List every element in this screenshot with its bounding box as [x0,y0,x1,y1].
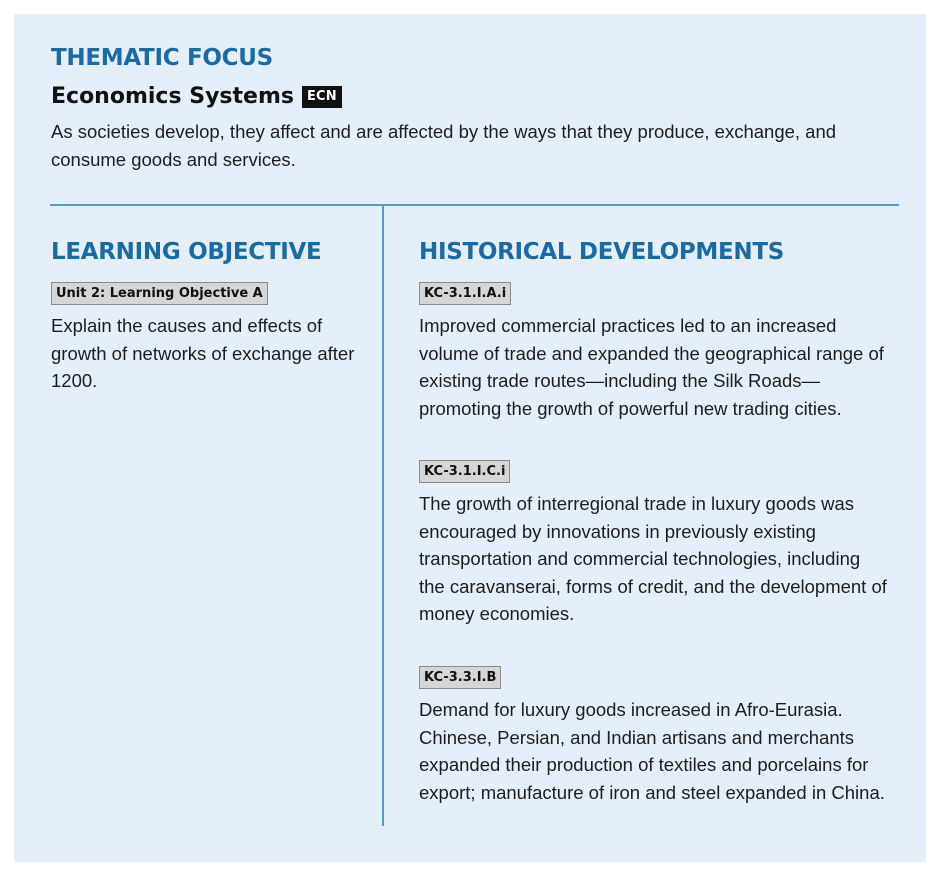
ecn-badge: ECN [302,86,342,108]
kc-text: Improved commercial practices led to an increased volume of trade and expanded the geographical range of existing trade routes—including the Silk Roads—promoting the growth of powerful new trading cities. [419,315,884,419]
kc-code-badge: KC-3.1.I.C.i [419,460,510,483]
thematic-title-row [51,84,342,109]
historical-developments-heading: HISTORICAL DEVELOPMENTS [419,239,784,265]
kc-code-badge: KC-3.1.I.A.i [419,282,511,305]
thematic-title: Economics Systems [51,84,294,109]
kc-text: The growth of interregional trade in luxury goods was encouraged by innovations in previously existing transportation and commercial technologies, including the caravanserai, forms of credit, and the development of money economies. [419,493,887,624]
kc-code-badge: KC-3.3.I.B [419,666,501,689]
learning-objective-text: Explain the causes and effects of growth of networks of exchange after 1200. [51,315,355,391]
learning-objective-code-badge: Unit 2: Learning Objective A [51,282,268,305]
learning-objective-heading: LEARNING OBJECTIVE [51,239,322,265]
thematic-focus-heading: THEMATIC FOCUS [51,45,273,71]
content-panel [14,14,926,862]
thematic-description: As societies develop, they affect and are affected by the ways that they produce, exchange, and consume goods and services. [51,121,837,170]
kc-text: Demand for luxury goods increased in Afro-Eurasia. Chinese, Persian, and Indian artisans and merchants expanded their production of textiles and porcelains for export; manufacture of iron and steel expanded in China. [419,699,885,803]
horizontal-divider [50,204,899,206]
vertical-divider [382,204,384,826]
